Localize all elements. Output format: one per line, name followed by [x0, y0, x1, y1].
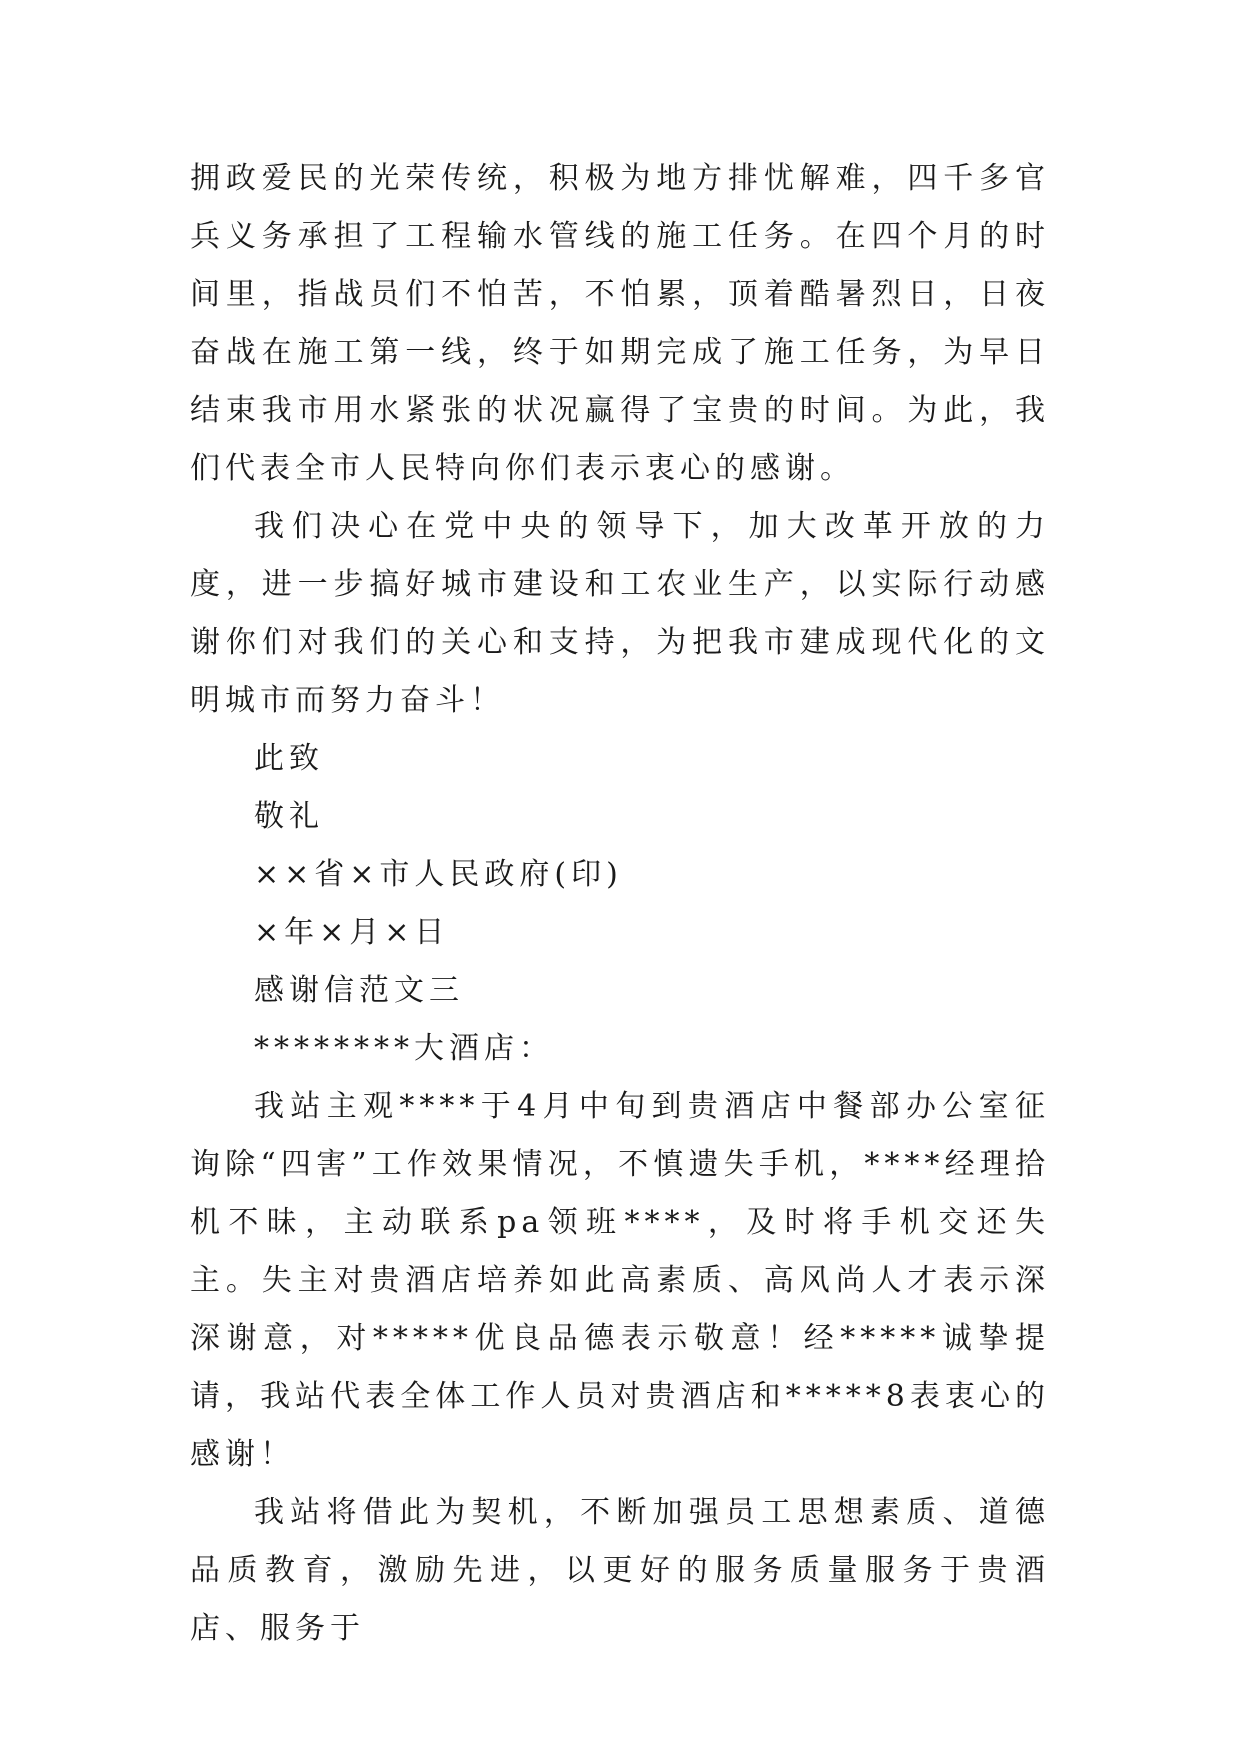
letter-paragraph: 我站主观****于4月中旬到贵酒店中餐部办公室征询除“四害”工作效果情况，不慎遗失手机，****经理拾机不昧，主动联系pa领班****，及时将手机交还失主。失主对贵酒店培养如此高素质、高风尚人才表示深深谢意，对*****优良品德表示敬意！经*****诚挚提请，我站代表全体工作人员对贵酒店和*****8表衷心的感谢！ [190, 1089, 1050, 1472]
closing-salutation-1: 此致 [254, 741, 324, 776]
letter-paragraph: 我站将借此为契机，不断加强员工思想素质、道德品质教育，激励先进，以更好的服务质量服务于贵酒店、服务于 [190, 1495, 1050, 1646]
paragraph-resolve: 我们决心在党中央的领导下，加大改革开放的力度，进一步搞好城市建设和工农业生产，以实际行动感谢你们对我们的关心和支持，为把我市建成现代化的文明城市而努力奋斗！ [190, 509, 1050, 718]
date: ×年×月×日 [254, 915, 450, 950]
recipient: ********大酒店： [254, 1031, 554, 1066]
document-body [190, 150, 1050, 1658]
signature: ××省×市人民政府(印) [254, 857, 623, 892]
paragraph-continued: 拥政爱民的光荣传统，积极为地方排忧解难，四千多官兵义务承担了工程输水管线的施工任务。在四个月的时间里，指战员们不怕苦，不怕累，顶着酷暑烈日，日夜奋战在施工第一线，终于如期完成了施工任务，为早日结束我市用水紧张的状况赢得了宝贵的时间。为此，我们代表全市人民特向你们表示衷心的感谢。 [190, 161, 1050, 486]
section-title: 感谢信范文三 [254, 973, 464, 1008]
closing-salutation-2: 敬礼 [254, 799, 324, 834]
